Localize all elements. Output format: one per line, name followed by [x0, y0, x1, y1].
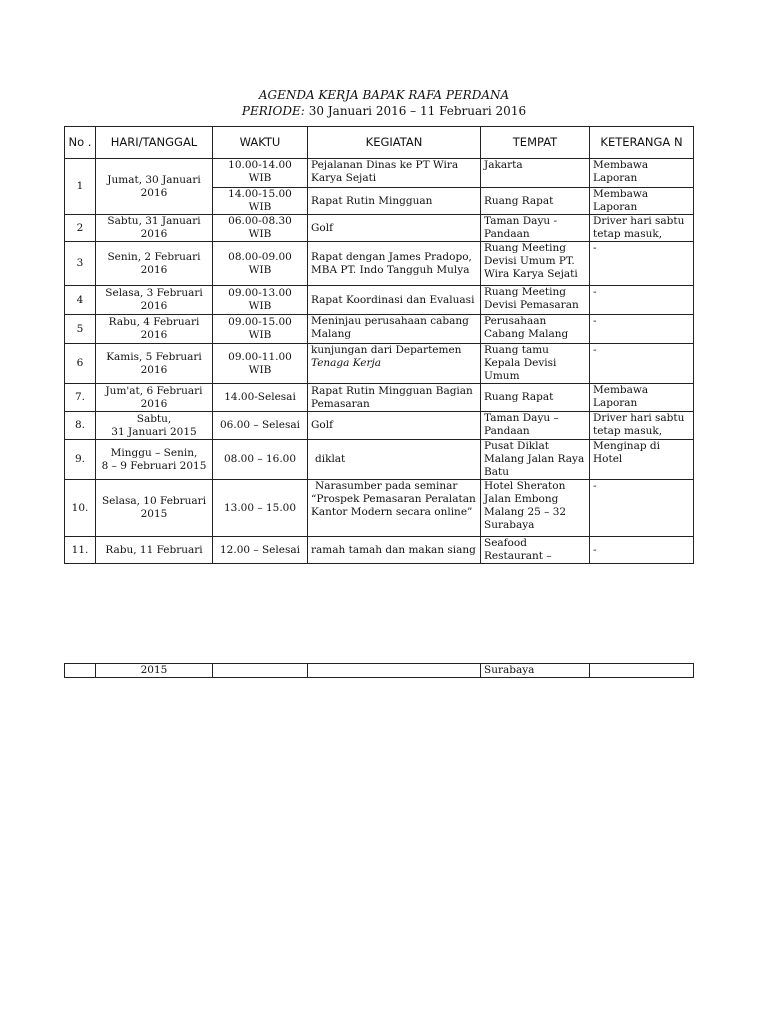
cell-keterangan: -: [590, 315, 694, 344]
cell-tempat: Ruang Rapat: [481, 384, 590, 412]
kegiatan-line: Tenaga Kerja: [311, 357, 382, 369]
cell-keterangan: -: [590, 480, 694, 537]
cell-hari-tanggal: [96, 440, 213, 480]
cell-no: 11.: [65, 537, 96, 564]
table-row: [65, 286, 694, 315]
cell-waktu: 08.00 – 16.00: [213, 440, 308, 480]
kegiatan-line: “Prospek Pemasaran Peralatan Kantor Modern secara online”: [311, 493, 476, 518]
cell-kegiatan: ramah tamah dan makan siang: [308, 537, 481, 564]
cell-no: 10.: [65, 480, 96, 537]
cell-no: 4: [65, 286, 96, 315]
cell-tempat: Jakarta: [481, 159, 590, 188]
cell-tempat: Perusahaan Cabang Malang: [481, 315, 590, 344]
cell-hari-tanggal: Senin, 2 Februari 2016: [96, 242, 213, 286]
table-row: [65, 315, 694, 344]
cell-hari-tanggal: Selasa, 10 Februari 2015: [96, 480, 213, 537]
table-row: [65, 480, 694, 537]
hari-line: Sabtu,: [136, 412, 172, 425]
cell-kegiatan: [308, 664, 481, 678]
cell-tempat: Surabaya: [481, 664, 590, 678]
cell-no: [65, 664, 96, 678]
cell-kegiatan: Rapat Rutin Mingguan: [308, 188, 481, 215]
cell-waktu: 13.00 – 15.00: [213, 480, 308, 537]
cell-tempat: Taman Dayu - Pandaan: [481, 215, 590, 242]
table-row: [65, 664, 694, 678]
cell-keterangan: Driver hari sabtu tetap masuk,: [590, 412, 694, 440]
cell-kegiatan: [308, 344, 481, 384]
cell-waktu: 14.00-Selesai: [213, 384, 308, 412]
cell-tempat: Ruang Meeting Devisi Umum PT. Wira Karya Sejati: [481, 242, 590, 286]
cell-waktu: [213, 664, 308, 678]
cell-kegiatan: Pejalanan Dinas ke PT Wira Karya Sejati: [308, 159, 481, 188]
cell-hari-tanggal: Jumat, 30 Januari 2016: [96, 159, 213, 215]
cell-keterangan: -: [590, 537, 694, 564]
cell-no: 2: [65, 215, 96, 242]
table-row: [65, 537, 694, 564]
cell-hari-tanggal: Jum'at, 6 Februari 2016: [96, 384, 213, 412]
cell-waktu: 14.00-15.00 WIB: [213, 188, 308, 215]
cell-no: 5: [65, 315, 96, 344]
cell-tempat: Ruang Meeting Devisi Pemasaran: [481, 286, 590, 315]
table-row: [65, 242, 694, 286]
cell-hari-tanggal: Selasa, 3 Februari 2016: [96, 286, 213, 315]
cell-hari-tanggal: Rabu, 4 Februari 2016: [96, 315, 213, 344]
cell-hari-tanggal: Sabtu, 31 Januari 2016: [96, 215, 213, 242]
hari-line: 31 Januari 2015: [111, 425, 197, 438]
cell-keterangan: -: [590, 286, 694, 315]
cell-kegiatan: Rapat dengan James Pradopo, MBA PT. Indo Tangguh Mulya: [308, 242, 481, 286]
header-no: No .: [65, 127, 96, 159]
header-tempat: TEMPAT: [481, 127, 590, 159]
table-header-row: [65, 127, 694, 159]
cell-keterangan: -: [590, 344, 694, 384]
header-kegiatan: KEGIATAN: [308, 127, 481, 159]
cell-no: 9.: [65, 440, 96, 480]
cell-tempat: Taman Dayu – Pandaan: [481, 412, 590, 440]
cell-kegiatan: diklat: [308, 440, 481, 480]
cell-waktu: 10.00-14.00 WIB: [213, 159, 308, 188]
table-row: [65, 215, 694, 242]
cell-no: 3: [65, 242, 96, 286]
hari-line: 8 – 9 Februari 2015: [101, 459, 207, 472]
cell-kegiatan: Rapat Rutin Mingguan Bagian Pemasaran: [308, 384, 481, 412]
cell-hari-tanggal: Rabu, 11 Februari: [96, 537, 213, 564]
cell-waktu: 06.00-08.30 WIB: [213, 215, 308, 242]
cell-tempat: Seafood Restaurant –: [481, 537, 590, 564]
cell-hari-tanggal: Kamis, 5 Februari 2016: [96, 344, 213, 384]
agenda-table: [64, 126, 694, 564]
header-keterangan: KETERANGA N: [590, 127, 694, 159]
cell-no: 1: [65, 159, 96, 215]
cell-keterangan: [590, 664, 694, 678]
cell-no: 8.: [65, 412, 96, 440]
cell-keterangan: Membawa Laporan: [590, 188, 694, 215]
cell-keterangan: Menginap di Hotel: [590, 440, 694, 480]
cell-kegiatan: [308, 480, 481, 537]
kegiatan-line: Narasumber pada seminar: [315, 480, 458, 492]
period-value: 30 Januari 2016 – 11 Februari 2016: [308, 104, 527, 118]
cell-waktu: 09.00-13.00 WIB: [213, 286, 308, 315]
cell-waktu: 09.00-15.00 WIB: [213, 315, 308, 344]
table-row: [65, 440, 694, 480]
cell-waktu: 09.00-11.00 WIB: [213, 344, 308, 384]
kegiatan-line: kunjungan dari Departemen: [311, 344, 462, 356]
agenda-table-continuation: [64, 663, 694, 678]
hari-line: Minggu – Senin,: [110, 446, 198, 459]
cell-tempat: Pusat Diklat Malang Jalan Raya Batu: [481, 440, 590, 480]
table-row: [65, 344, 694, 384]
cell-waktu: 12.00 – Selesai: [213, 537, 308, 564]
period-label: PERIODE:: [241, 104, 305, 118]
cell-tempat: Ruang tamu Kepala Devisi Umum: [481, 344, 590, 384]
cell-kegiatan: Golf: [308, 215, 481, 242]
document-period: [0, 104, 768, 118]
cell-keterangan: Membawa Laporan: [590, 159, 694, 188]
cell-keterangan: Driver hari sabtu tetap masuk,: [590, 215, 694, 242]
cell-keterangan: -: [590, 242, 694, 286]
table-row: [65, 412, 694, 440]
table-row: [65, 384, 694, 412]
cell-waktu: 08.00-09.00 WIB: [213, 242, 308, 286]
cell-tempat: Hotel Sheraton Jalan Embong Malang 25 – 32 Surabaya: [481, 480, 590, 537]
header-hari-tanggal: HARI/TANGGAL: [96, 127, 213, 159]
cell-hari-tanggal: 2015: [96, 664, 213, 678]
cell-no: 6: [65, 344, 96, 384]
cell-keterangan: Membawa Laporan: [590, 384, 694, 412]
header-waktu: WAKTU: [213, 127, 308, 159]
cell-hari-tanggal: [96, 412, 213, 440]
document-title: AGENDA KERJA BAPAK RAFA PERDANA: [258, 88, 510, 102]
table-row: [65, 159, 694, 188]
cell-no: 7.: [65, 384, 96, 412]
cell-kegiatan: Rapat Koordinasi dan Evaluasi: [308, 286, 481, 315]
cell-tempat: Ruang Rapat: [481, 188, 590, 215]
cell-kegiatan: Golf: [308, 412, 481, 440]
cell-kegiatan: Meninjau perusahaan cabang Malang: [308, 315, 481, 344]
cell-waktu: 06.00 – Selesai: [213, 412, 308, 440]
